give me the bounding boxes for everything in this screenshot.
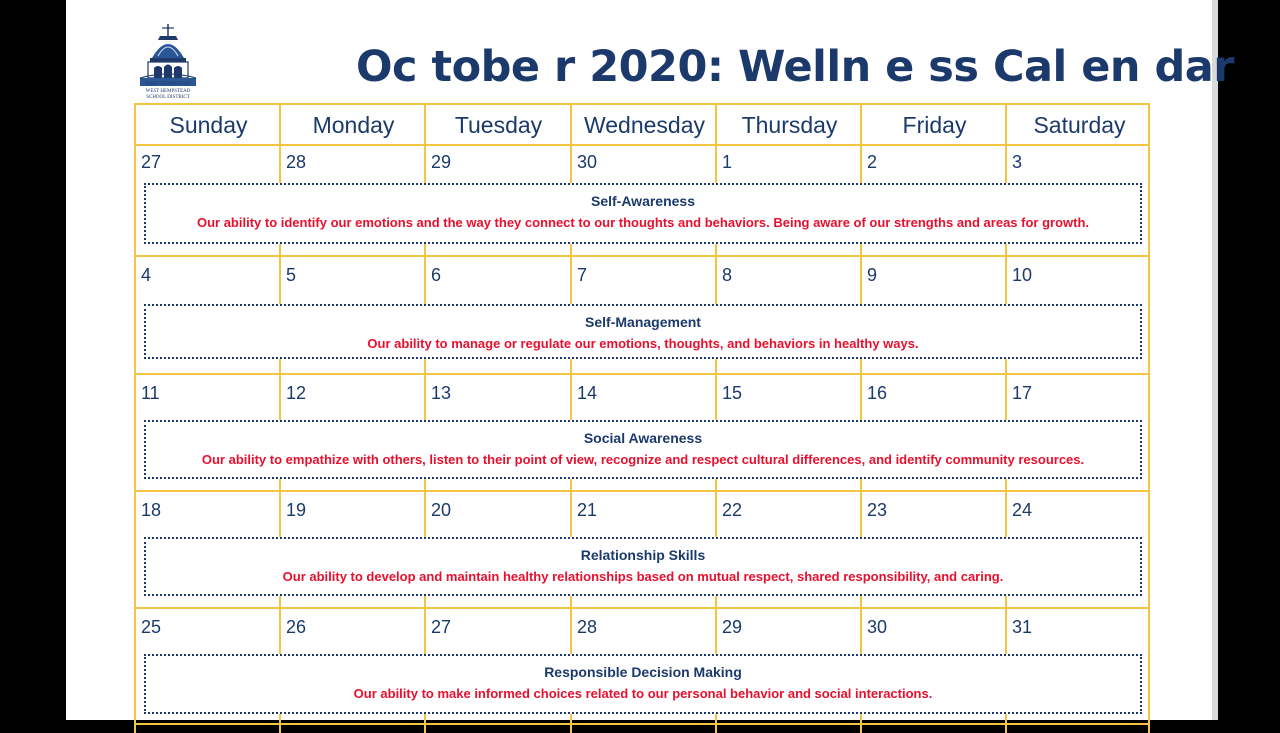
date-cell: 1: [722, 152, 733, 172]
row-divider: [136, 373, 1148, 375]
theme-band-self-awareness: [144, 183, 1142, 244]
date-cell: 12: [286, 383, 307, 403]
date-cell: 27: [141, 152, 162, 172]
date-cell: 23: [867, 500, 888, 520]
row-divider: [136, 723, 1148, 725]
date-cell: 27: [431, 617, 452, 637]
date-cell: 21: [577, 500, 598, 520]
theme-title: Self-Awareness: [590, 193, 695, 209]
row-divider: [136, 607, 1148, 609]
theme-title: Relationship Skills: [580, 547, 706, 563]
logo-district-text: SCHOOL DISTRICT: [146, 95, 190, 100]
cupola-icon: [134, 22, 202, 88]
date-cell: 25: [141, 617, 162, 637]
date-cell: 13: [431, 383, 452, 403]
theme-band-social-awareness: [144, 420, 1142, 479]
date-cell: 28: [286, 152, 307, 172]
theme-band-self-management: [144, 304, 1142, 359]
date-cell: 7: [577, 265, 588, 285]
theme-title: Responsible Decision Making: [544, 664, 742, 680]
theme-title: Self-Management: [585, 314, 701, 330]
date-cell: 19: [286, 500, 307, 520]
school-district-logo: [134, 22, 202, 102]
date-cell: 9: [867, 265, 878, 285]
date-cell: 5: [286, 265, 297, 285]
date-cell: 8: [722, 265, 733, 285]
date-cell: 16: [867, 383, 888, 403]
date-cell: 6: [431, 265, 442, 285]
date-cell: 24: [1012, 500, 1033, 520]
day-header-sunday: Sunday: [169, 112, 248, 138]
date-cell: 31: [1012, 617, 1033, 637]
theme-title: Social Awareness: [583, 430, 703, 446]
date-cell: 26: [286, 617, 307, 637]
day-header-thursday: Thursday: [741, 112, 838, 138]
date-cell: 20: [431, 500, 452, 520]
logo-name-text: WEST HEMPSTEAD: [145, 89, 191, 94]
row-divider: [136, 255, 1148, 257]
theme-description: Our ability to manage or regulate our emotions, thoughts, and behaviors in healthy ways.: [367, 336, 919, 351]
day-header-tuesday: Tuesday: [454, 112, 543, 138]
date-cell: 2: [867, 152, 878, 172]
date-cell: 15: [722, 383, 743, 403]
date-cell: 14: [577, 383, 598, 403]
day-header-friday: Friday: [902, 112, 967, 138]
day-header-monday: Monday: [312, 112, 395, 138]
date-cell: 17: [1012, 383, 1033, 403]
date-cell: 11: [141, 383, 160, 403]
theme-description: Our ability to identify our emotions and the way they connect to our thoughts and behaviors. Being aware of our strengths and areas for growth.: [196, 215, 1090, 230]
date-cell: 22: [722, 500, 743, 520]
date-cell: 10: [1012, 265, 1033, 285]
calendar-grid: [134, 103, 1150, 733]
theme-description: Our ability to develop and maintain healthy relationships based on mutual respect, shared responsibility, and caring.: [282, 569, 1004, 584]
date-cell: 29: [722, 617, 743, 637]
theme-band-responsible-decision-making: [144, 654, 1142, 714]
page-edge: [1212, 0, 1218, 720]
date-cell: 28: [577, 617, 598, 637]
theme-band-relationship-skills: [144, 537, 1142, 596]
day-header-wednesday: Wednesday: [583, 112, 706, 138]
day-header-saturday: Saturday: [1033, 112, 1126, 138]
theme-description: Our ability to empathize with others, listen to their point of view, recognize and respect cultural differences, and identify community resources.: [201, 452, 1085, 467]
date-cell: 29: [431, 152, 452, 172]
page-title: Oc tobe r 2020: Welln e ss Cal en dar: [356, 42, 1234, 92]
theme-description: Our ability to make informed choices related to our personal behavior and social interactions.: [353, 686, 933, 701]
date-cell: 4: [141, 265, 152, 285]
date-cell: 30: [867, 617, 888, 637]
date-cell: 3: [1012, 152, 1023, 172]
date-cell: 30: [577, 152, 598, 172]
logo-ribbon-text: WEST HEMPSTEAD: [145, 82, 191, 87]
date-cell: 18: [141, 500, 162, 520]
row-divider: [136, 490, 1148, 492]
